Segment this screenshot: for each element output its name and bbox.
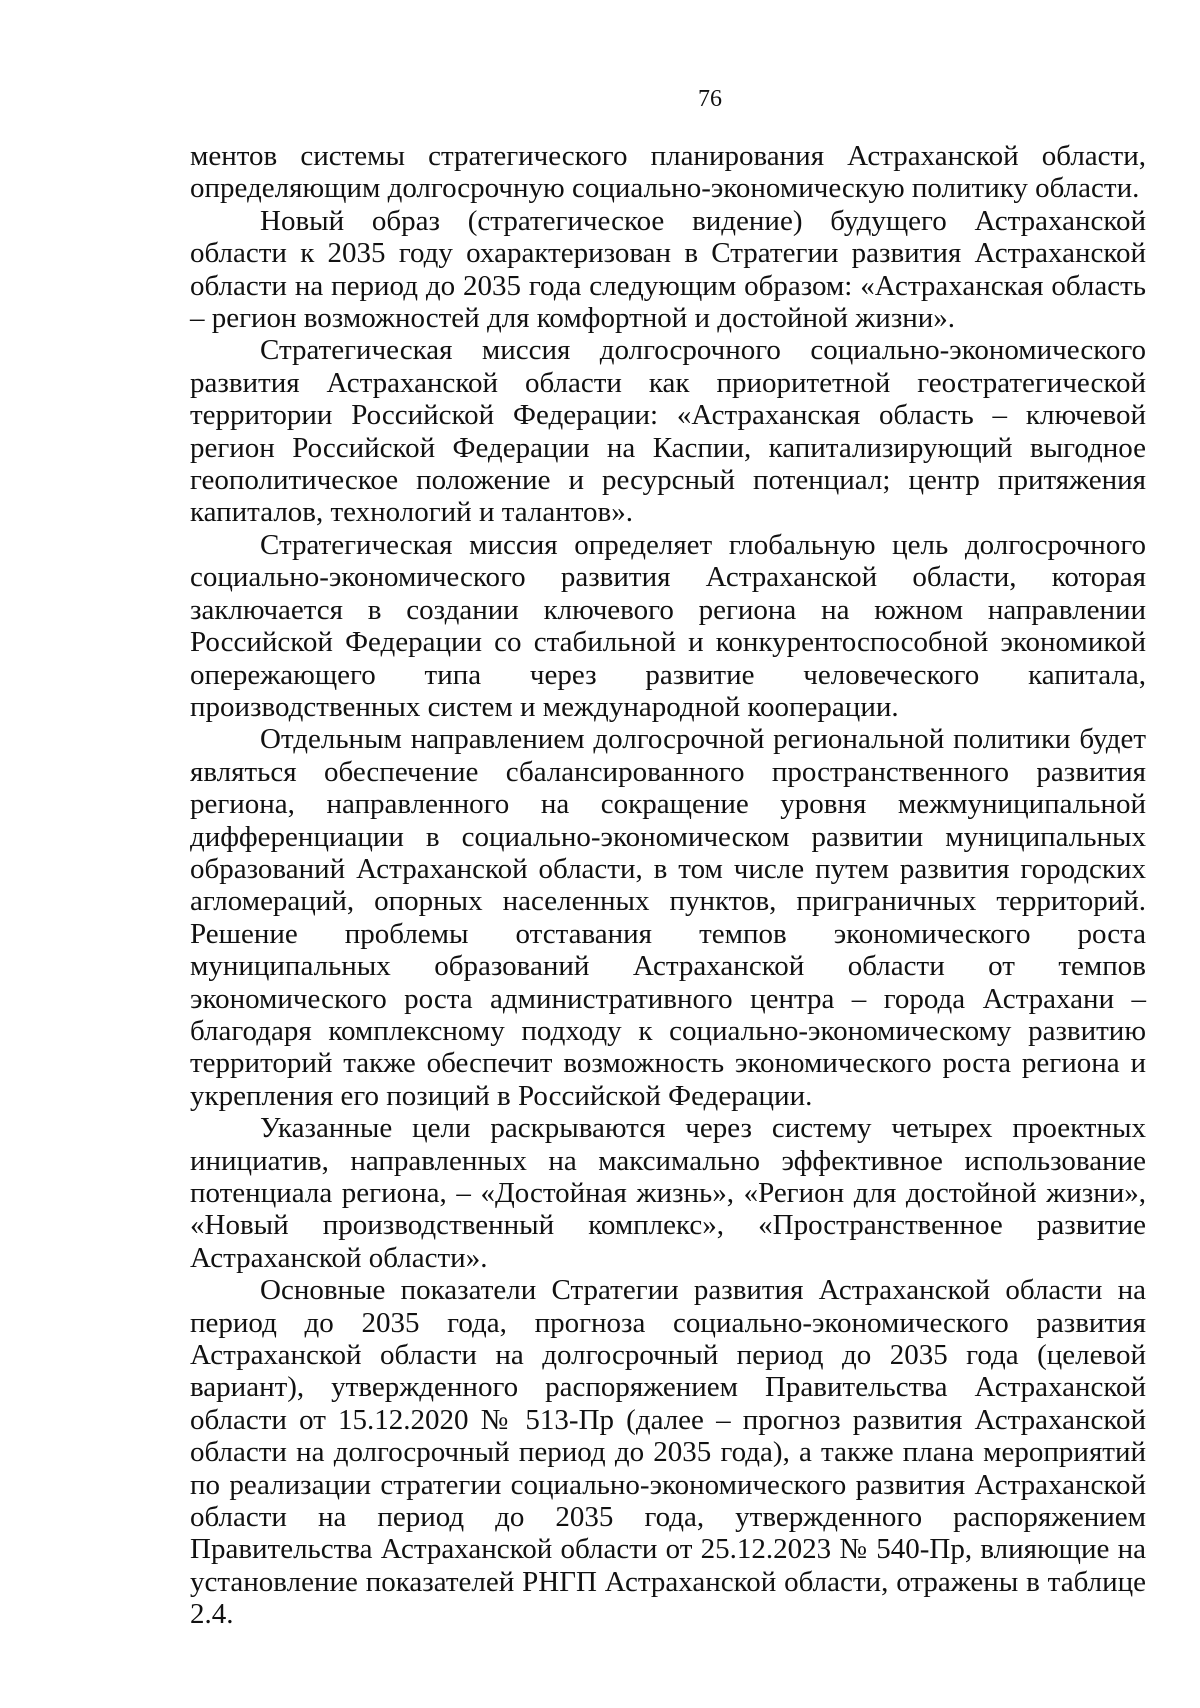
paragraph-6: Указанные цели раскрываются через систему четырех проектных инициатив, направленных на максимально эффективное использование потенциала региона, – «Достойная жизнь», «Регион для достойной жизни», «Новый производственный комплекс», «Пространственное развитие Астраханской области». xyxy=(190,1112,1146,1274)
paragraph-2: Новый образ (стратегическое видение) будущего Астраханской области к 2035 году охарактеризован в Стратегии развития Астраханской области на период до 2035 года следующим образом: «Астраханская область – регион возможностей для комфортной и достойной жизни». xyxy=(190,204,1146,335)
paragraph-5: Отдельным направлением долгосрочной региональной политики будет являться обеспечение сбалансированного пространственного развития региона, направленного на сокращение уровня межмуниципальной дифференциации в социально-экономическом развитии муниципальных образований Астраханской области, в том числе путем развития городских агломераций, опорных населенных пунктов, приграничных территорий. Решение проблемы отставания темпов экономического роста муниципальных образований Астраханской области от темпов экономического роста административного центра – города Астрахани – благодаря комплексному подходу к социально-экономическому развитию территорий также обеспечит возможность экономического роста региона и укрепления его позиций в Российской Федерации. xyxy=(190,723,1146,1112)
paragraph-1: ментов системы стратегического планирования Астраханской области, определяющим долгосрочную социально-экономическую политику области. xyxy=(190,140,1146,205)
paragraph-3: Стратегическая миссия долгосрочного социально-экономического развития Астраханской области как приоритетной геостратегической территории Российской Федерации: «Астраханская область – ключевой регион Российской Федерации на Каспии, капитализирующий выгодное геополитическое положение и ресурсный потенциал; центр притяжения капиталов, технологий и талантов». xyxy=(190,334,1146,529)
paragraph-4: Стратегическая миссия определяет глобальную цель долгосрочного социально-экономического развития Астраханской области, которая заключается в создании ключевого региона на южном направлении Российской Федерации со стабильной и конкурентоспособной экономикой опережающего типа через развитие человеческого капитала, производственных систем и международной кооперации. xyxy=(190,528,1146,723)
page-number: 76 xyxy=(698,86,722,112)
document-body xyxy=(190,140,1146,1631)
paragraph-7: Основные показатели Стратегии развития Астраханской области на период до 2035 года, прогноза социально-экономического развития Астраханской области на долгосрочный период до 2035 года (целевой вариант), утвержденного распоряжением Правительства Астраханской области от 15.12.2020 № 513-Пр (далее – прогноз развития Астраханской области на долгосрочный период до 2035 года), а также плана мероприятий по реализации стратегии социально-экономического развития Астраханской области на период до 2035 года, утвержденного распоряжением Правительства Астраханской области от 25.12.2023 № 540-Пр, влияющие на установление показателей РНГП Астраханской области, отражены в таблице 2.4. xyxy=(190,1274,1146,1631)
